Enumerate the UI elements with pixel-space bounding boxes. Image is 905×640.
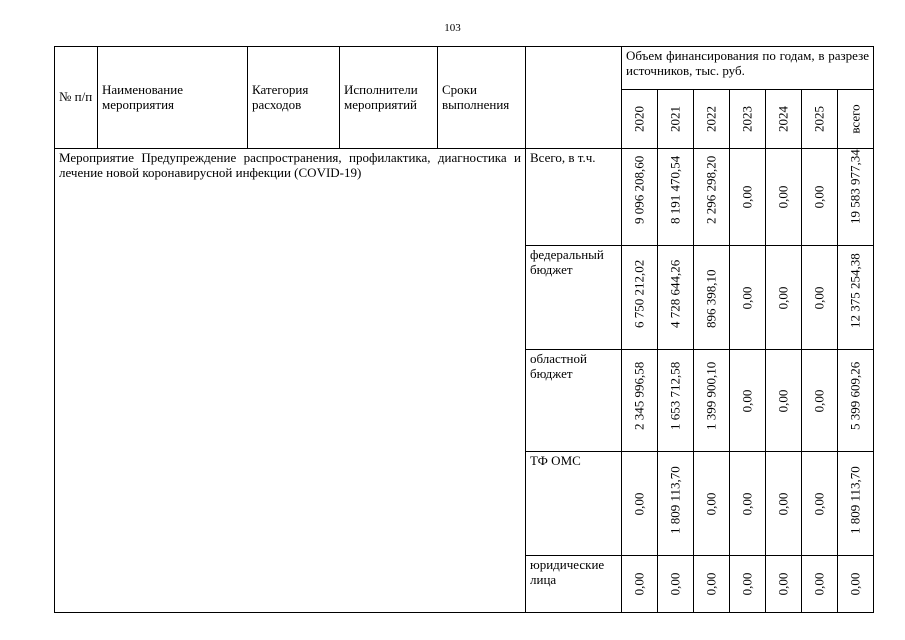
funding-table xyxy=(54,46,874,613)
header-executors: Исполнители мероприятий xyxy=(340,47,438,149)
header-year xyxy=(838,90,874,149)
value-text: 0,00 xyxy=(631,572,647,596)
value-cell xyxy=(622,556,658,613)
header-year-label: 2020 xyxy=(631,106,647,132)
value-cell xyxy=(802,452,838,556)
value-cell xyxy=(802,246,838,350)
funding-source: федеральный бюджет xyxy=(526,246,622,350)
value-text: 896 398,10 xyxy=(703,269,719,329)
header-year xyxy=(730,90,766,149)
funding-source: Всего, в т.ч. xyxy=(526,149,622,246)
value-text: 1 399 900,10 xyxy=(703,361,719,431)
value-cell xyxy=(766,246,802,350)
value-cell xyxy=(622,452,658,556)
value-text: 0,00 xyxy=(847,572,863,596)
value-cell xyxy=(730,350,766,452)
header-terms: Сроки выполнения xyxy=(438,47,526,149)
value-text: 2 345 996,58 xyxy=(631,361,647,431)
value-text: 9 096 208,60 xyxy=(631,155,647,225)
value-cell xyxy=(802,149,838,246)
value-cell xyxy=(730,556,766,613)
header-year-label: 2021 xyxy=(667,106,683,132)
value-text: 0,00 xyxy=(775,185,791,209)
value-text: 0,00 xyxy=(703,572,719,596)
value-text: 1 653 712,58 xyxy=(667,361,683,431)
value-text: 0,00 xyxy=(811,185,827,209)
header-year xyxy=(622,90,658,149)
value-text: 0,00 xyxy=(739,572,755,596)
funding-source: областной бюджет xyxy=(526,350,622,452)
value-cell xyxy=(730,246,766,350)
value-text: 0,00 xyxy=(667,572,683,596)
value-cell xyxy=(838,350,874,452)
value-text: 0,00 xyxy=(739,286,755,309)
table-row xyxy=(55,149,874,246)
value-cell xyxy=(622,246,658,350)
value-cell xyxy=(694,350,730,452)
header-year-label: 2022 xyxy=(703,106,719,132)
value-text: 0,00 xyxy=(811,572,827,596)
funding-source: юридические лица xyxy=(526,556,622,613)
value-text: 0,00 xyxy=(739,389,755,412)
value-text: 0,00 xyxy=(775,286,791,309)
value-cell xyxy=(622,149,658,246)
value-cell xyxy=(694,246,730,350)
header-year-label: 2023 xyxy=(739,106,755,132)
value-text: 6 750 212,02 xyxy=(631,259,647,329)
value-text: 19 583 977,34 xyxy=(847,149,863,225)
value-cell xyxy=(766,452,802,556)
value-cell xyxy=(838,556,874,613)
value-cell xyxy=(658,350,694,452)
value-text: 0,00 xyxy=(631,492,647,515)
value-cell xyxy=(730,452,766,556)
activity-name: Мероприятие Предупреждение распространения, профилактика, диагностика и лечение новой коронавирусной инфекции (COVID-19) xyxy=(55,149,526,613)
header-funding-title: Объем финансирования по годам, в разрезе источников, тыс. руб. xyxy=(622,47,874,90)
value-text: 0,00 xyxy=(811,492,827,515)
value-cell xyxy=(694,149,730,246)
value-cell xyxy=(622,350,658,452)
value-text: 0,00 xyxy=(739,185,755,209)
value-text: 4 728 644,26 xyxy=(667,259,683,329)
value-text: 0,00 xyxy=(811,286,827,309)
value-text: 2 296 298,20 xyxy=(703,155,719,225)
funding-source: ТФ ОМС xyxy=(526,452,622,556)
value-cell xyxy=(838,452,874,556)
value-text: 0,00 xyxy=(811,389,827,412)
value-cell xyxy=(694,452,730,556)
header-num: № п/п xyxy=(55,47,98,149)
value-text: 0,00 xyxy=(775,572,791,596)
header-name: Наименование мероприятия xyxy=(98,47,248,149)
header-year xyxy=(766,90,802,149)
value-text: 1 809 113,70 xyxy=(847,466,863,535)
value-cell xyxy=(766,350,802,452)
value-cell xyxy=(802,556,838,613)
value-cell xyxy=(766,556,802,613)
header-year xyxy=(694,90,730,149)
value-text: 0,00 xyxy=(703,492,719,515)
header-year xyxy=(658,90,694,149)
header-year xyxy=(802,90,838,149)
header-category: Категория расходов xyxy=(248,47,340,149)
value-text: 8 191 470,54 xyxy=(667,155,683,225)
value-text: 0,00 xyxy=(775,389,791,412)
value-cell xyxy=(658,149,694,246)
value-text: 5 399 609,26 xyxy=(847,361,863,431)
value-cell xyxy=(802,350,838,452)
value-cell xyxy=(658,452,694,556)
value-cell xyxy=(694,556,730,613)
header-source xyxy=(526,47,622,149)
page-number: 103 xyxy=(444,22,461,34)
value-cell xyxy=(766,149,802,246)
value-text: 12 375 254,38 xyxy=(847,253,863,329)
value-text: 0,00 xyxy=(739,492,755,515)
header-year-label: всего xyxy=(847,104,863,134)
value-cell xyxy=(838,149,874,246)
value-cell xyxy=(658,246,694,350)
value-cell xyxy=(658,556,694,613)
value-cell xyxy=(730,149,766,246)
value-cell xyxy=(838,246,874,350)
header-year-label: 2024 xyxy=(775,106,791,132)
value-text: 1 809 113,70 xyxy=(667,466,683,535)
header-year-label: 2025 xyxy=(811,106,827,132)
value-text: 0,00 xyxy=(775,492,791,515)
